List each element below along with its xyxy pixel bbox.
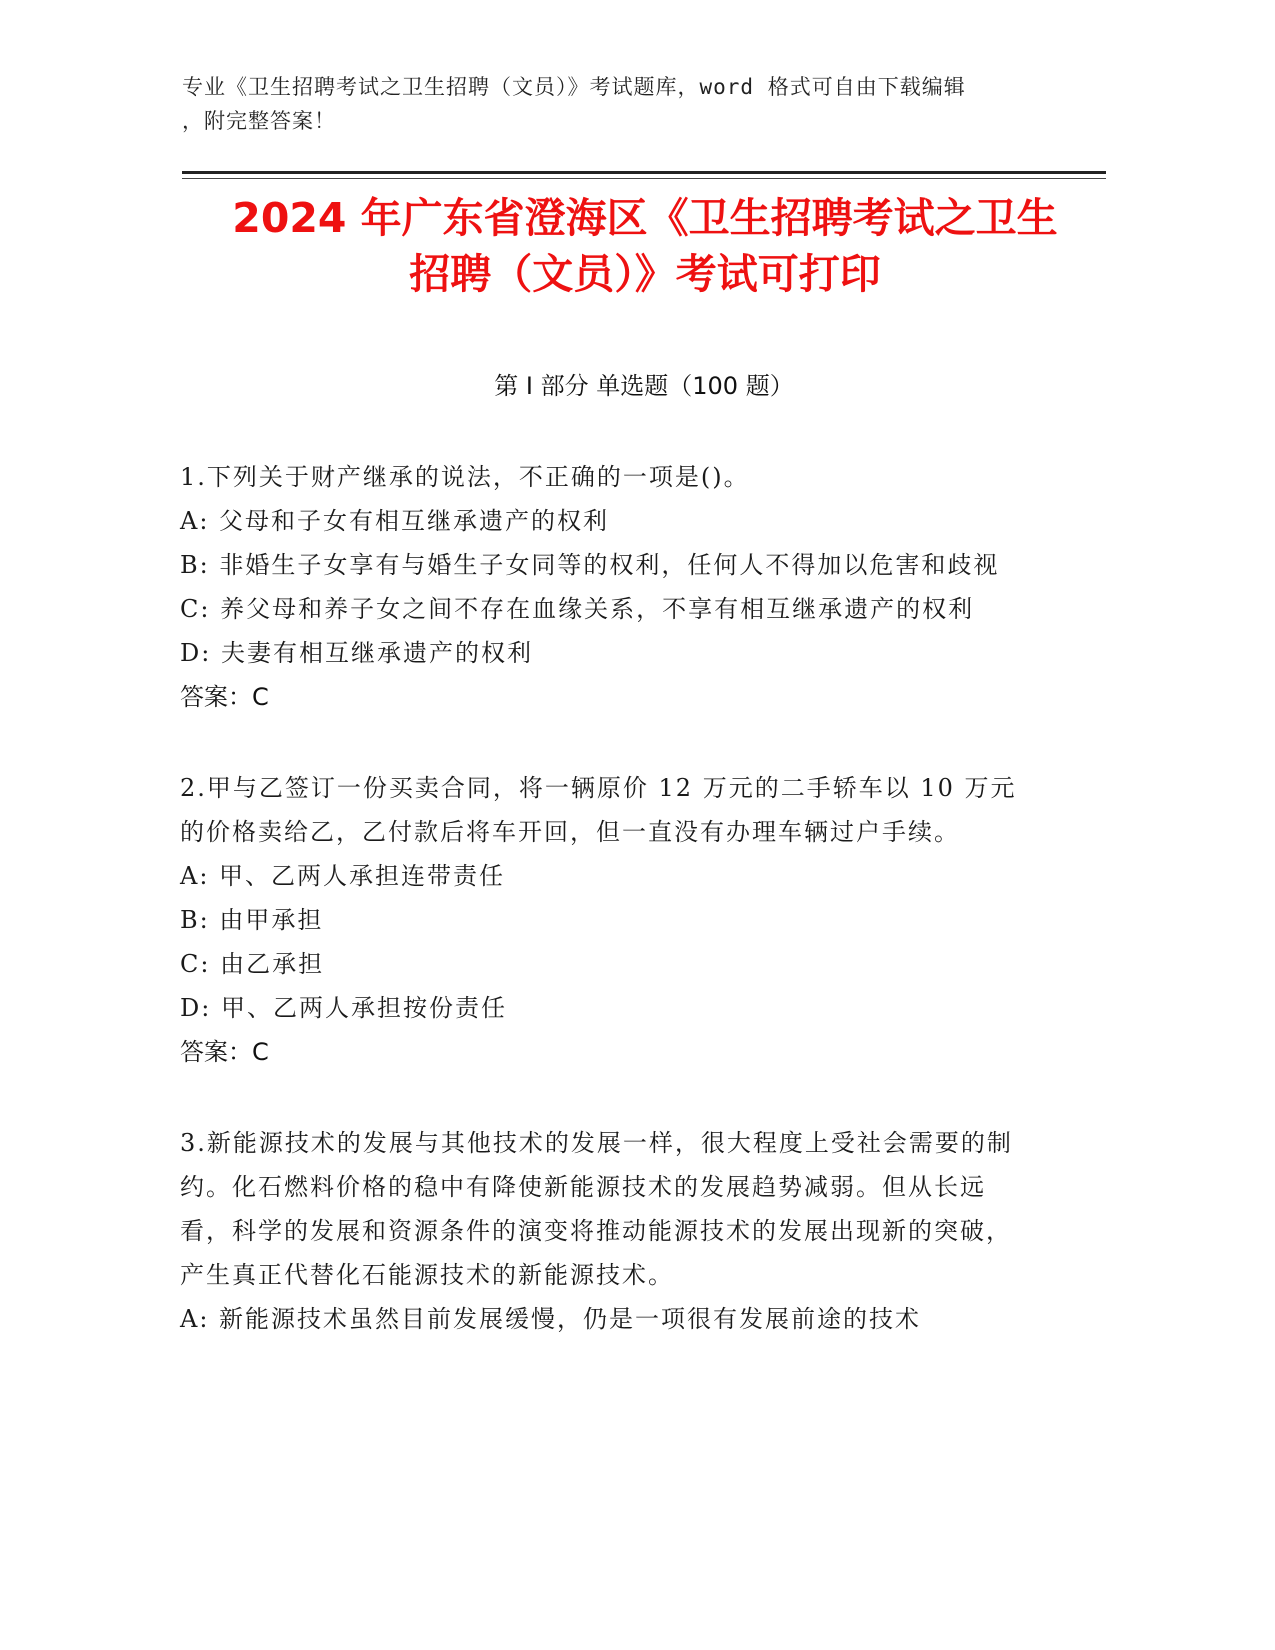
question-item <box>180 455 1025 719</box>
option-d: D: 夫妻有相互继承遗产的权利 <box>180 639 533 667</box>
header-divider-thick <box>182 171 1106 174</box>
document-title-line-2: 招聘（文员）》考试可打印 <box>409 250 881 298</box>
answer-line: 答案：C <box>180 1038 269 1066</box>
header-note <box>182 70 1042 138</box>
option-c: C: 养父母和养子女之间不存在血缘关系，不享有相互继承遗产的权利 <box>180 595 975 623</box>
header-divider-thin <box>182 178 1106 179</box>
answer-line: 答案：C <box>180 683 269 711</box>
question-stem: 1.下列关于财产继承的说法，不正确的一项是()。 <box>180 463 750 491</box>
option-a: A: 父母和子女有相互继承遗产的权利 <box>180 507 610 535</box>
section-heading: 第 I 部分 单选题（100 题） <box>494 372 794 400</box>
question-item <box>180 1121 1025 1341</box>
question-list <box>180 455 1025 1388</box>
option-d: D: 甲、乙两人承担按份责任 <box>180 994 507 1022</box>
question-item <box>180 766 1025 1074</box>
option-b: B: 由甲承担 <box>180 906 324 934</box>
question-stem: 3.新能源技术的发展与其他技术的发展一样，很大程度上受社会需要的制约。化石燃料价格的稳中有降使新能源技术的发展趋势减弱。但从长远看，科学的发展和资源条件的演变将推动能源技术的发展出现新的突破，产生真正代替化石能源技术的新能源技术。 <box>180 1129 1013 1289</box>
header-note-line-2: ，附完整答案！ <box>182 109 336 133</box>
option-b: B: 非婚生子女享有与婚生子女同等的权利，任何人不得加以危害和歧视 <box>180 551 1000 579</box>
option-a: A: 甲、乙两人承担连带责任 <box>180 862 506 890</box>
option-a: A: 新能源技术虽然目前发展缓慢，仍是一项很有发展前途的技术 <box>180 1305 922 1333</box>
document-title-line-1: 2024 年广东省澄海区《卫生招聘考试之卫生 <box>232 194 1058 242</box>
header-note-line-1: 专业《卫生招聘考试之卫生招聘（文员）》考试题库，word 格式可自由下载编辑 <box>182 75 966 99</box>
document-title <box>150 190 1140 302</box>
question-stem: 2.甲与乙签订一份买卖合同，将一辆原价 12 万元的二手轿车以 10 万元的价格卖给乙，乙付款后将车开回，但一直没有办理车辆过户手续。 <box>180 774 1017 846</box>
option-c: C: 由乙承担 <box>180 950 325 978</box>
